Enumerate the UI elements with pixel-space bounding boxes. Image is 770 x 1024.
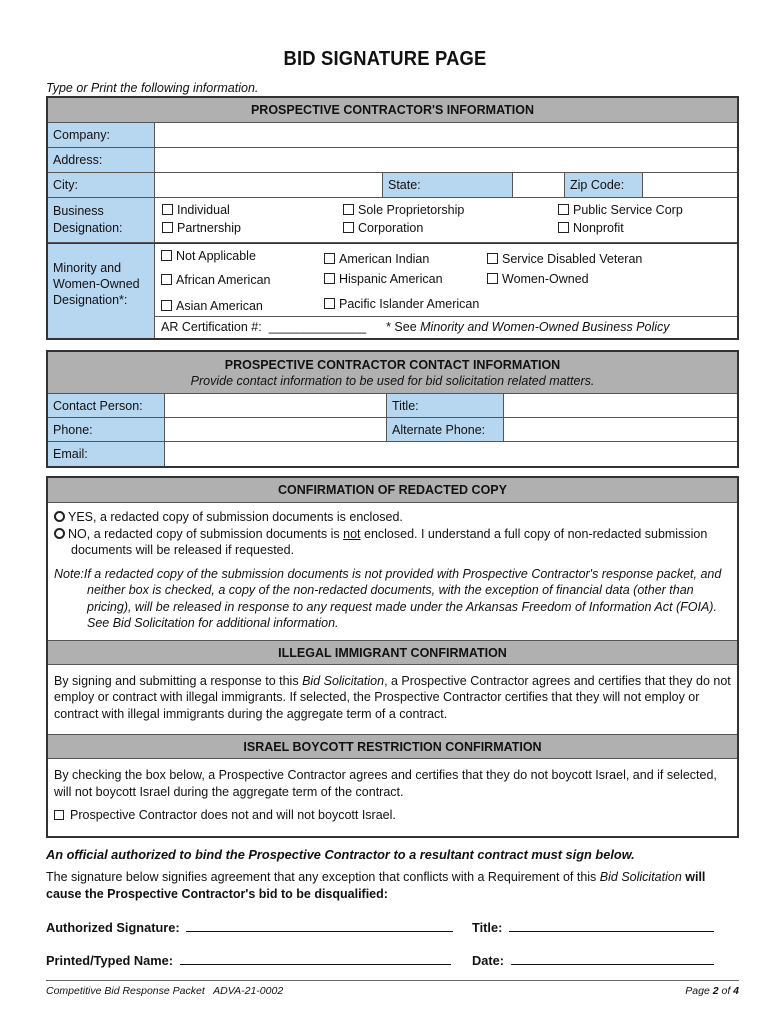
radio-icon[interactable] [54, 528, 65, 539]
minority-option-asian-american[interactable]: Asian American [161, 299, 263, 313]
signature-title-label: Title: [472, 920, 503, 935]
radio-icon[interactable] [54, 511, 65, 522]
checkbox-icon[interactable] [343, 204, 354, 215]
redacted-copy-section [48, 503, 737, 640]
business-option-corporation[interactable]: Corporation [343, 221, 423, 235]
ar-certification-field[interactable]: ______________ [268, 320, 367, 334]
confirmations-table [46, 476, 739, 838]
business-designation-label: Business Designation: [48, 198, 155, 242]
zip-label: Zip Code: [565, 173, 643, 197]
checkbox-icon[interactable] [161, 274, 172, 285]
email-label: Email: [48, 442, 165, 466]
contact-info-title: PROSPECTIVE CONTRACTOR CONTACT INFORMATION [224, 358, 561, 372]
ar-certification-row [155, 316, 737, 337]
contact-info-table [46, 350, 739, 468]
phone-field[interactable] [165, 418, 387, 441]
state-label: State: [383, 173, 513, 197]
illegal-immigrant-header: ILLEGAL IMMIGRANT CONFIRMATION [48, 640, 737, 665]
signature-title-field[interactable] [509, 920, 714, 932]
checkbox-icon[interactable] [487, 273, 498, 284]
redacted-note: Note:If a redacted copy of the submission documents is not provided with Prospective Contractor's response packet, and neither box is checked, a copy of the non-redacted documents, with the exception of financial data (other than pricing), will be released in response to any request made under the Arkansas Freedom of Information Act (FOIA). See Bid Solicitation for additional information. [54, 566, 722, 630]
authorized-signature-label: Authorized Signature: [46, 920, 180, 935]
checkbox-icon[interactable] [324, 298, 335, 309]
minority-option-women-owned[interactable]: Women-Owned [487, 272, 589, 286]
israel-boycott-header: ISRAEL BOYCOTT RESTRICTION CONFIRMATION [48, 734, 737, 759]
redacted-no-option[interactable]: NO, a redacted copy of submission documents is not enclosed. I understand a full copy of non-redacted submission documents will be released if requested. [54, 526, 731, 559]
checkbox-icon[interactable] [161, 250, 172, 261]
checkbox-icon[interactable] [161, 300, 172, 311]
alt-phone-field[interactable] [504, 418, 737, 441]
checkbox-icon[interactable] [162, 204, 173, 215]
email-field[interactable] [165, 442, 737, 466]
alt-phone-label: Alternate Phone: [387, 418, 504, 441]
page-number: Page 2 of 4 [685, 985, 739, 997]
authorized-signature-field[interactable] [186, 920, 453, 932]
contact-title-label: Title: [387, 394, 504, 417]
contact-info-subtitle: Provide contact information to be used for bid solicitation related matters. [190, 374, 595, 388]
ar-certification-label: AR Certification #: [161, 320, 262, 334]
checkbox-icon[interactable] [487, 253, 498, 264]
phone-label: Phone: [48, 418, 165, 441]
signature-title-row [472, 920, 714, 935]
printed-name-field[interactable] [180, 953, 451, 965]
state-field[interactable] [513, 173, 565, 197]
company-field[interactable] [155, 123, 737, 147]
checkbox-icon[interactable] [324, 253, 335, 264]
printed-name-label: Printed/Typed Name: [46, 953, 174, 968]
minority-option-african-american[interactable]: African American [161, 273, 270, 287]
contact-person-label: Contact Person: [48, 394, 165, 417]
checkbox-icon[interactable] [558, 222, 569, 233]
checkbox-icon[interactable] [162, 222, 173, 233]
business-option-sole-proprietorship[interactable]: Sole Proprietorship [343, 203, 464, 217]
minority-option-hispanic-american[interactable]: Hispanic American [324, 272, 443, 286]
checkbox-icon[interactable] [343, 222, 354, 233]
authorized-signature-row [46, 920, 453, 935]
israel-boycott-text: By checking the box below, a Prospective Contractor agrees and certifies that they do not boycott Israel, and if selected, will not boycott Israel during the aggregate term of the contract. [54, 768, 717, 799]
company-label: Company: [48, 123, 155, 147]
agreement-text: The signature below signifies agreement that any exception that conflicts with a Requirement of this Bid Solicitation will cause the Prospective Contractor's bid to be disqualified: [46, 870, 706, 901]
checkbox-icon[interactable] [324, 273, 335, 284]
address-label: Address: [48, 148, 155, 172]
official-note: An official authorized to bind the Prospective Contractor to a resultant contract must sign below. [46, 847, 635, 862]
business-option-individual[interactable]: Individual [162, 203, 230, 217]
contractor-info-header: PROSPECTIVE CONTRACTOR'S INFORMATION [48, 98, 737, 123]
minority-option-american-indian[interactable]: American Indian [324, 252, 429, 266]
israel-boycott-section [48, 759, 737, 836]
date-row [472, 953, 714, 968]
city-field[interactable] [155, 173, 383, 197]
contact-title-field[interactable] [504, 394, 737, 417]
zip-field[interactable] [643, 173, 737, 197]
minority-option-service-disabled-veteran[interactable]: Service Disabled Veteran [487, 252, 642, 266]
footer-doc-id: Competitive Bid Response Packet ADVA-21-0002 [46, 985, 284, 997]
contact-person-field[interactable] [165, 394, 387, 417]
redacted-copy-header: CONFIRMATION OF REDACTED COPY [48, 478, 737, 503]
business-option-partnership[interactable]: Partnership [162, 221, 241, 235]
contractor-info-table [46, 96, 739, 340]
date-field[interactable] [511, 953, 714, 965]
redacted-yes-option[interactable]: YES, a redacted copy of submission documents is enclosed. [54, 509, 731, 526]
illegal-immigrant-text: By signing and submitting a response to this Bid Solicitation, a Prospective Contractor agrees and certifies that they do not employ or contract with illegal immigrants. If selected, the Prospective Contractor certifies that they will not employ or contract with illegal immigrants during the aggregate term of a contract. [54, 673, 731, 721]
policy-note: * See Minority and Women-Owned Business Policy [386, 320, 670, 334]
date-label: Date: [472, 953, 504, 968]
business-option-nonprofit[interactable]: Nonprofit [558, 221, 624, 235]
page-title: BID SIGNATURE PAGE [283, 48, 487, 70]
minority-designation-label: Minority and Women-Owned Designation*: [48, 244, 155, 338]
business-option-public-service-corp[interactable]: Public Service Corp [558, 203, 683, 217]
minority-option-not-applicable[interactable]: Not Applicable [161, 249, 256, 263]
address-field[interactable] [155, 148, 737, 172]
checkbox-icon[interactable] [54, 810, 64, 820]
instruction-text: Type or Print the following information. [46, 81, 259, 95]
israel-boycott-checkbox[interactable]: Prospective Contractor does not and will not boycott Israel. [54, 807, 731, 824]
minority-option-pacific-islander-american[interactable]: Pacific Islander American [324, 297, 479, 311]
page-footer [46, 980, 739, 997]
printed-name-row [46, 953, 451, 968]
contact-info-header [48, 352, 737, 394]
checkbox-icon[interactable] [558, 204, 569, 215]
signature-section [46, 847, 739, 902]
city-label: City: [48, 173, 155, 197]
